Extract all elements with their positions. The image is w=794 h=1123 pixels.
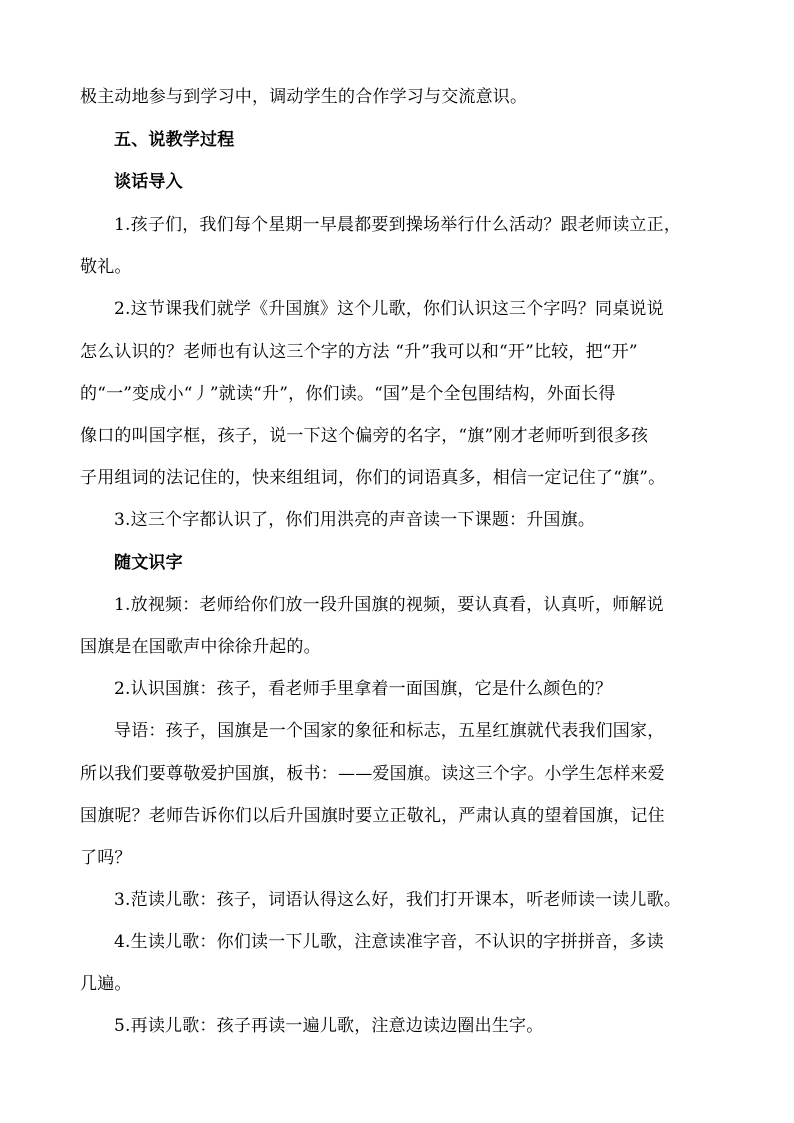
subsection-heading: 谈话导入 [114, 172, 183, 192]
paragraph-line: 2.这节课我们就学《升国旗》这个儿歌，你们认识这三个字吗？同桌说说 [114, 299, 664, 319]
paragraph-line: 2.认识国旗：孩子，看老师手里拿着一面国旗，它是什么颜色的？ [114, 679, 613, 699]
paragraph-line: 所以我们要尊敬爱护国旗，板书：——爱国旗。读这三个字。小学生怎样来爱 [80, 764, 665, 784]
paragraph-line: 的“一”变成小“丿”就读“升”，你们读。“国”是个全包围结构，外面长得 [80, 384, 616, 404]
paragraph-line: 1.孩子们，我们每个星期一早晨都要到操场举行什么活动？跟老师读立正， [114, 215, 682, 235]
paragraph-line: 5.再读儿歌：孩子再读一遍儿歌，注意边读边圈出生字。 [114, 1016, 544, 1036]
paragraph-line: 像口的叫国字框，孩子，说一下这个偏旁的名字，“旗”刚才老师听到很多孩 [80, 426, 649, 446]
paragraph-line: 3.这三个字都认识了，你们用洪亮的声音读一下课题：升国旗。 [114, 510, 596, 530]
paragraph-line: 1.放视频：老师给你们放一段升国旗的视频，要认真看，认真听，师解说 [114, 595, 664, 615]
paragraph-line: 怎么认识的？老师也有认这三个字的方法 “升”我可以和“开”比较，把“开” [80, 342, 638, 362]
paragraph-line: 4.生读儿歌：你们读一下儿歌，注意读准字音，不认识的字拼拼音，多读 [114, 932, 664, 952]
paragraph-line: 几遍。 [80, 974, 132, 994]
paragraph-line: 敬礼。 [80, 257, 132, 277]
paragraph-line: 极主动地参与到学习中，调动学生的合作学习与交流意识。 [80, 87, 528, 107]
paragraph-line: 国旗是在国歌声中徐徐升起的。 [80, 637, 321, 657]
paragraph-line: 了吗？ [80, 848, 132, 868]
paragraph-line: 子用组词的法记住的，快来组组词，你们的词语真多，相信一定记住了“旗”。 [80, 468, 666, 488]
subsection-heading: 随文识字 [114, 553, 183, 573]
paragraph-line: 导语：孩子，国旗是一个国家的象征和标志，五星红旗就代表我们国家， [114, 721, 665, 741]
section-heading: 五、说教学过程 [114, 130, 235, 150]
paragraph-line: 国旗呢？老师告诉你们以后升国旗时要立正敬礼，严肃认真的望着国旗，记住 [80, 806, 665, 826]
paragraph-line: 3.范读儿歌：孩子，词语认得这么好，我们打开课本，听老师读一读儿歌。 [114, 890, 682, 910]
